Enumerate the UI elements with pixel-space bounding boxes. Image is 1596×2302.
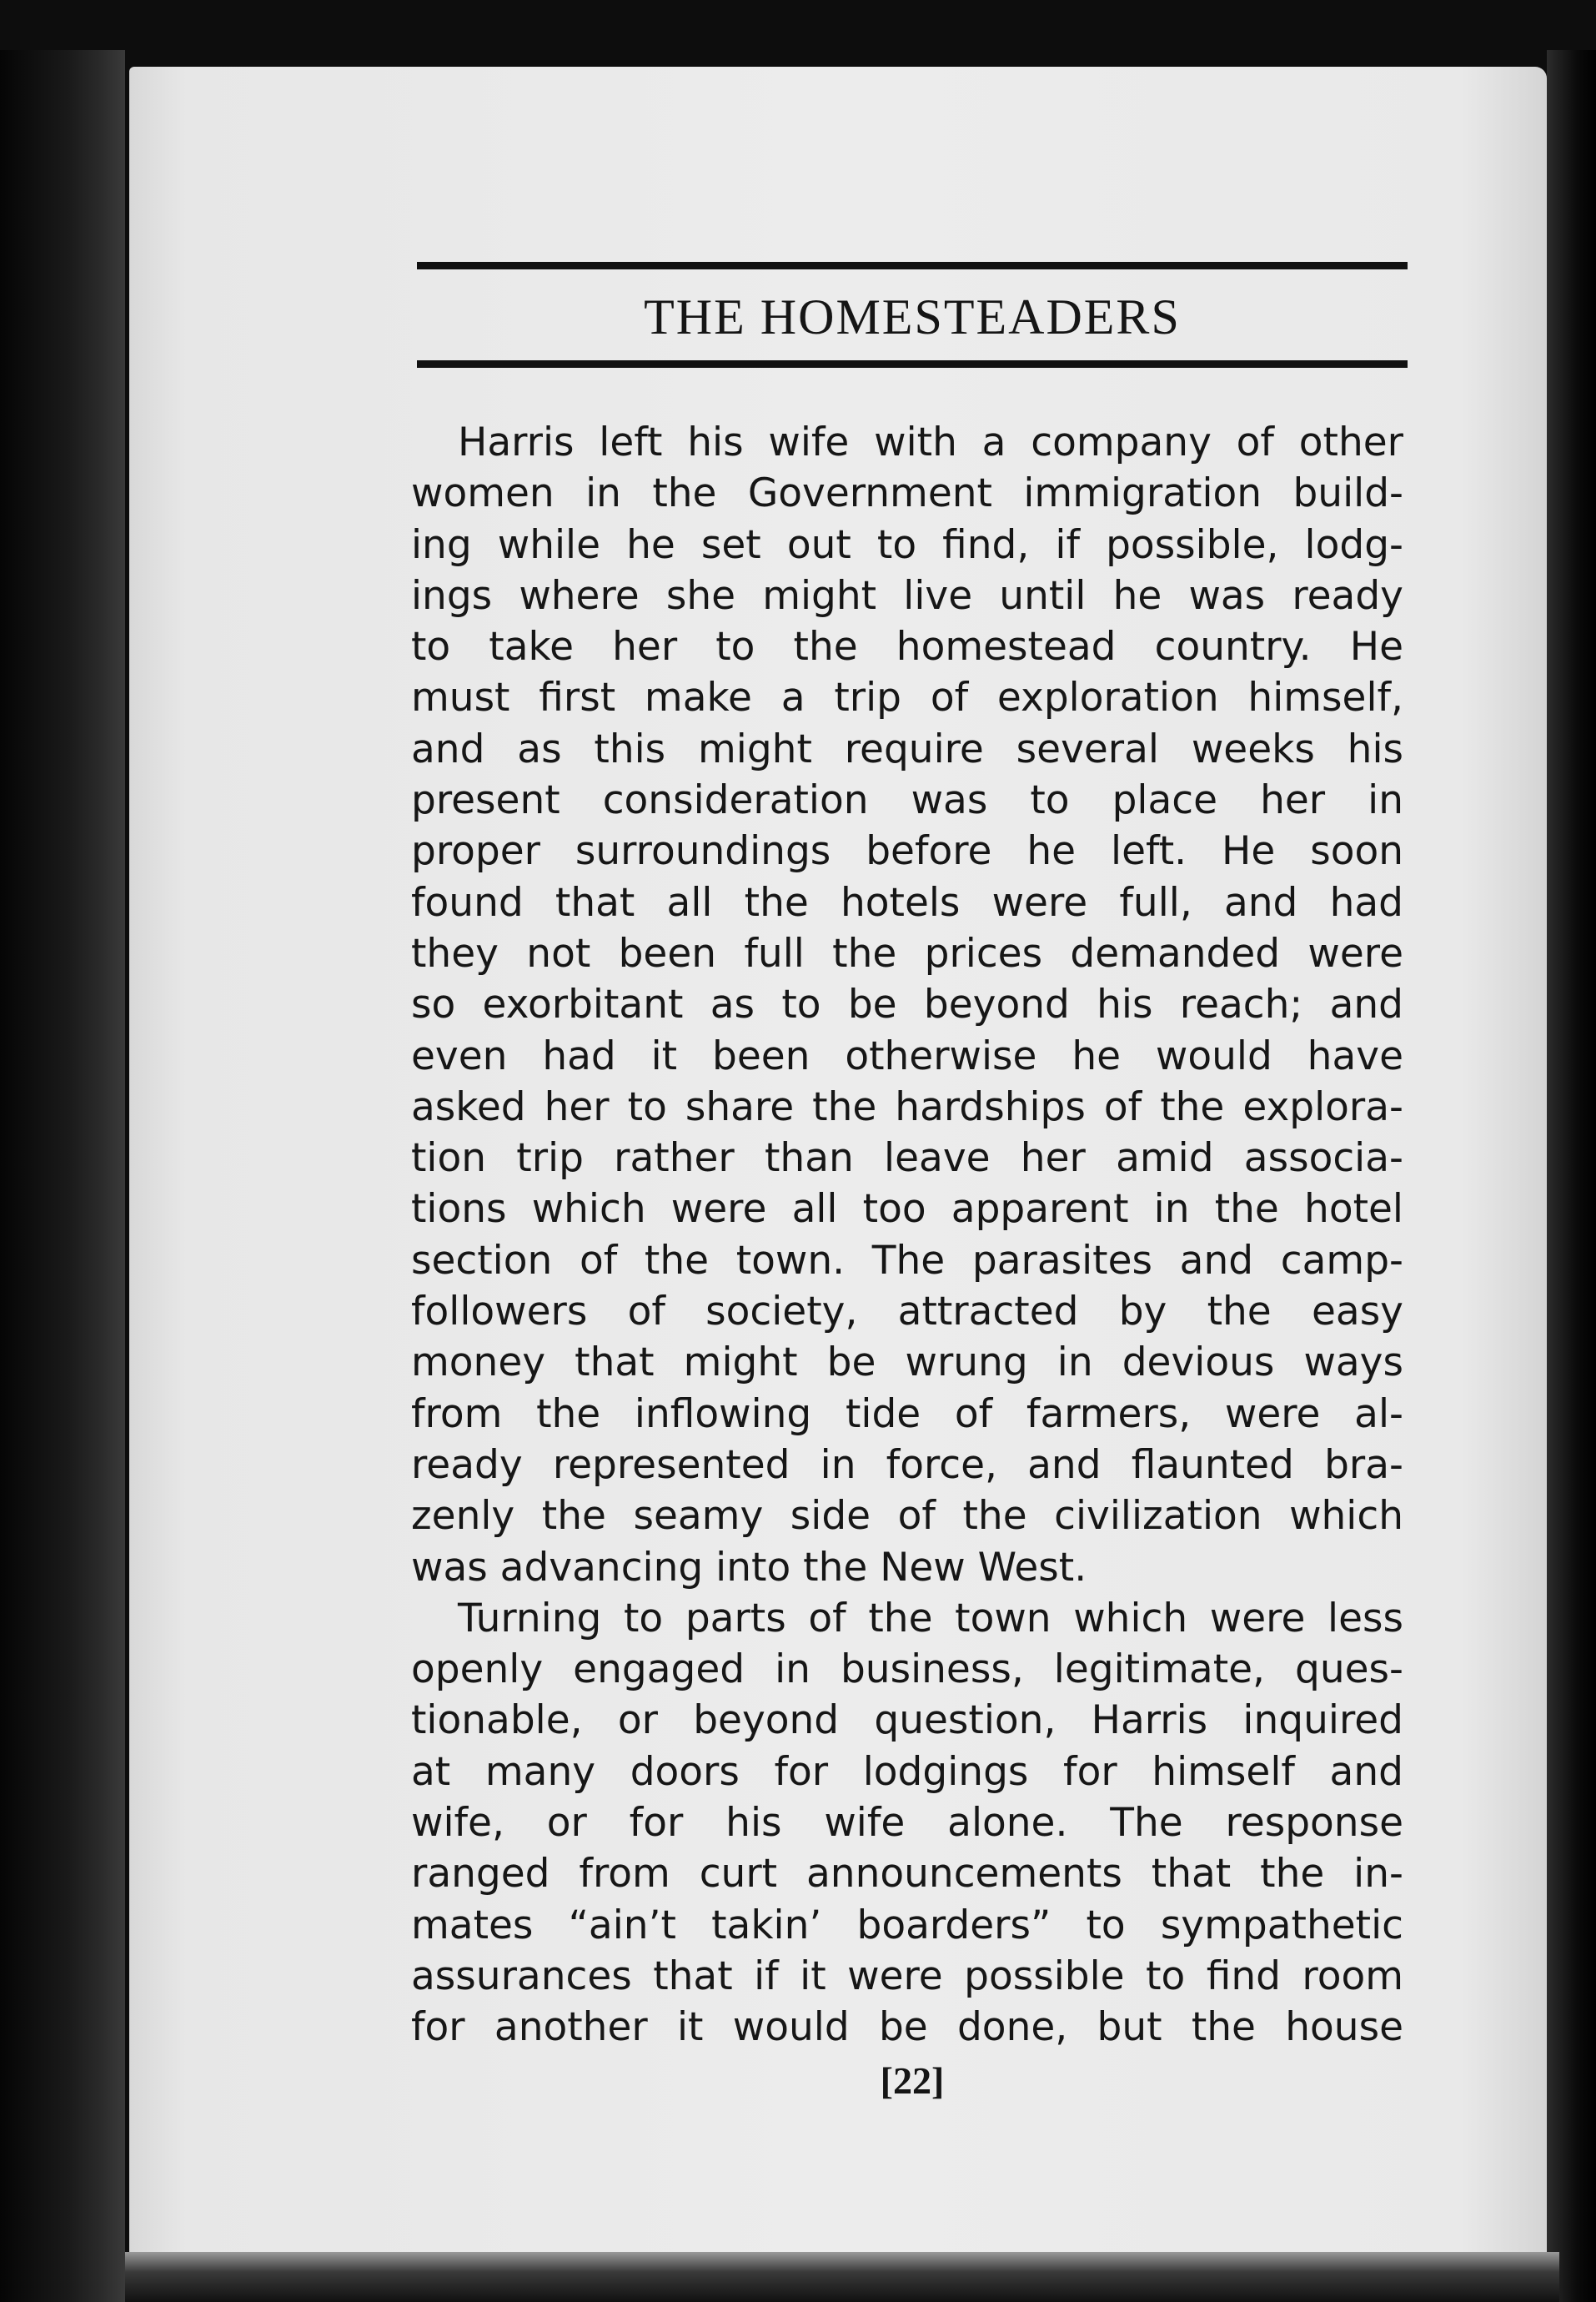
text-line: was advancing into the New West. — [411, 1544, 1087, 1591]
text-line: Harris left his wife with a company of other — [458, 420, 1403, 465]
book-right-edge — [1547, 50, 1596, 2302]
text-line: even had it been otherwise he would have — [411, 1033, 1403, 1079]
text-line: ing while he set out to find, if possible, lodg- — [411, 521, 1403, 568]
text-line: assurances that if it were possible to find room — [411, 1953, 1403, 1999]
text-line: found that all the hotels were full, and had — [411, 879, 1403, 926]
book-spine-edge — [0, 50, 125, 2302]
book-bottom-edge — [125, 2252, 1559, 2302]
text-line: zenly the seamy side of the civilization which — [411, 1493, 1403, 1540]
text-line: so exorbitant as to be beyond his reach; and — [411, 982, 1403, 1028]
text-line: Turning to parts of the town which were less — [458, 1595, 1403, 1641]
text-line: followers of society, attracted by the easy — [411, 1289, 1403, 1335]
text-line: ready represented in force, and flaunted bra- — [411, 1441, 1403, 1488]
text-line: for another it would be done, but the house — [411, 2004, 1403, 2051]
page-number: [22] — [880, 2059, 945, 2102]
text-line: openly engaged in business, legitimate, ques- — [411, 1646, 1403, 1693]
header-rule-bottom — [417, 360, 1408, 368]
text-line: from the inflowing tide of farmers, were al- — [411, 1390, 1403, 1437]
text-line: asked her to share the hardships of the explora- — [411, 1083, 1403, 1130]
text-line: ranged from curt announcements that the in- — [411, 1851, 1403, 1897]
text-line: present consideration was to place her in — [411, 777, 1403, 824]
header-rule-top — [417, 262, 1408, 269]
text-line: tionable, or beyond question, Harris inquired — [411, 1697, 1403, 1744]
text-line: ings where she might live until he was ready — [411, 572, 1403, 619]
body-text — [411, 417, 1403, 2053]
text-line: at many doors for lodgings for himself and — [411, 1748, 1403, 1795]
text-line: wife, or for his wife alone. The response — [411, 1800, 1403, 1847]
text-line: section of the town. The parasites and camp- — [411, 1237, 1403, 1284]
text-line: to take her to the homestead country. He — [411, 624, 1403, 671]
text-line: proper surroundings before he left. He soon — [411, 828, 1403, 875]
text-line: women in the Government immigration build- — [411, 470, 1403, 517]
text-line: and as this might require several weeks his — [411, 726, 1403, 772]
text-line: they not been full the prices demanded were — [411, 930, 1403, 977]
text-line: must first make a trip of exploration himself, — [411, 675, 1403, 721]
text-line: tions which were all too apparent in the hotel — [411, 1186, 1403, 1233]
text-line: mates “ain’t takin’ boarders” to sympathetic — [411, 1902, 1403, 1948]
text-line: tion trip rather than leave her amid associa- — [411, 1135, 1403, 1182]
text-line: money that might be wrung in devious ways — [411, 1339, 1403, 1386]
running-head: THE HOMESTEADERS — [644, 289, 1181, 344]
